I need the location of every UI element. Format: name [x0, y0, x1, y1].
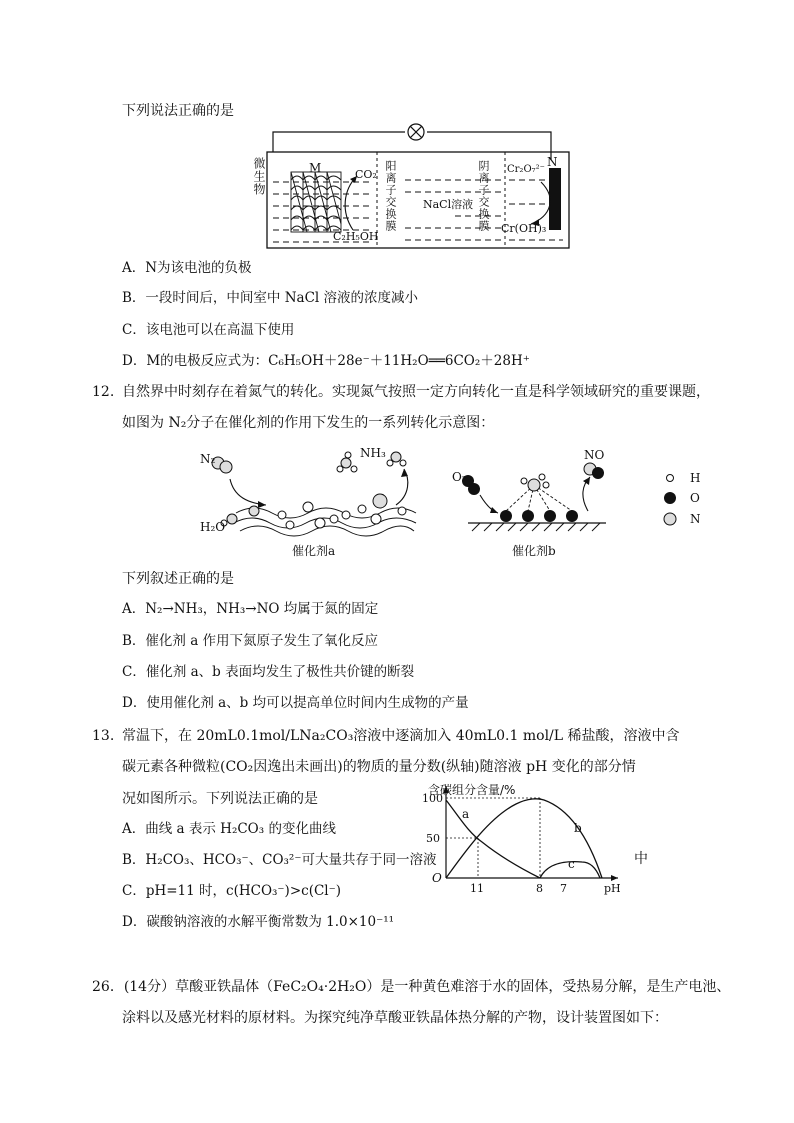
q13-trailing-char: 中	[634, 851, 648, 867]
x-tick-8: 8	[536, 882, 543, 895]
x-tick-7: 7	[560, 882, 567, 895]
chart-ylabel: 含碳组分含量/%	[428, 783, 516, 797]
legend-h: H	[690, 471, 701, 485]
q11-option-d: D．M的电极反应式为：C₆H₅OH＋28e⁻＋11H₂O══6CO₂＋28H⁺	[122, 353, 530, 369]
label-cr2o7: Cr₂O₇²⁻	[507, 164, 545, 175]
y-tick-50: 50	[426, 832, 440, 845]
q13-option-a: A．曲线 a 表示 H₂CO₃ 的变化曲线	[122, 821, 336, 837]
label-microbe: 微生物	[252, 157, 266, 196]
series-label-c: c	[568, 857, 575, 871]
nitrogen-cycle-diagram	[196, 445, 716, 565]
q12-option-a: A．N₂→NH₃，NH₃→NO 均属于氮的固定	[122, 601, 379, 617]
q26-line1: 26．(14分）草酸亚铁晶体（FeC₂O₄·2H₂O）是一种黄色难溶于水的固体，受热易分解，是生产电池、	[92, 979, 731, 995]
series-label-b: b	[574, 821, 582, 835]
q13-line2: 碳元素各种微粒(CO₂因逸出未画出)的物质的量分数(纵轴)随溶液 pH 变化的部分情	[122, 759, 636, 775]
legend-o: O	[690, 491, 700, 505]
q11-option-b: B．一段时间后，中间室中 NaCl 溶液的浓度减小	[122, 290, 419, 306]
q13-option-c: C．pH=11 时，c(HCO₃⁻)>c(Cl⁻)	[122, 883, 342, 899]
label-ethanol: C₂H₅OH	[333, 230, 379, 243]
q12-stem: 下列叙述正确的是	[122, 571, 234, 587]
q12-option-b: B．催化剂 a 作用下氮原子发生了氧化反应	[122, 633, 379, 649]
microbe-electrode	[291, 172, 341, 232]
label-h2o: H₂O	[200, 520, 226, 534]
origin-label: O	[432, 871, 442, 885]
q11-stem: 下列说法正确的是	[122, 103, 234, 119]
chart-xlabel: pH	[604, 882, 621, 895]
label-nacl: NaCl溶液	[423, 198, 474, 211]
series-label-a: a	[462, 807, 470, 821]
carbon-species-chart	[412, 782, 632, 894]
q12-option-d: D．使用催化剂 a、b 均可以提高单位时间内生成物的产量	[122, 695, 469, 711]
q13-line1: 常温下，在 20mL0.1mol/LNa₂CO₃溶液中逐滴加入 40mL0.1 mol/L 稀盐酸，溶液中含	[122, 728, 680, 744]
q13-number: 13.	[92, 728, 115, 744]
label-croh3: Cr(OH)₃	[501, 222, 547, 235]
q13-option-b: B．H₂CO₃、HCO₃⁻、CO₃²⁻可大量共存于同一溶液	[122, 852, 437, 868]
q13-line3: 况如图所示。下列说法正确的是	[122, 791, 318, 807]
q26-line2: 涂料以及感光材料的原材料。为探究纯净草酸亚铁晶体热分解的产物，设计装置图如下：	[122, 1010, 668, 1026]
legend-n: N	[690, 512, 701, 526]
y-tick-100: 100	[422, 792, 443, 805]
lamp-icon	[408, 124, 424, 140]
curve-a	[446, 800, 540, 878]
q12-number: 12.	[92, 384, 115, 400]
label-nh3: NH₃	[360, 446, 386, 460]
label-o2: O₂	[452, 470, 467, 484]
label-n: N	[547, 155, 558, 169]
curve-b	[446, 799, 602, 878]
label-n2: N₂	[200, 452, 216, 466]
q13-option-d: D．碳酸钠溶液的水解平衡常数为 1.0×10⁻¹¹	[122, 914, 395, 930]
x-tick-11: 11	[470, 882, 484, 895]
q11-option-a: A．N为该电池的负极	[122, 260, 252, 276]
label-anion-membrane: 阴离子交换膜	[477, 160, 490, 232]
label-no: NO	[584, 448, 605, 462]
q12-line2: 如图为 N₂分子在催化剂的作用下发生的一系列转化示意图：	[122, 415, 495, 431]
battery-diagram	[245, 120, 585, 255]
q12-option-c: C．催化剂 a、b 表面均发生了极性共价键的断裂	[122, 664, 415, 680]
label-cation-membrane: 阳离子交换膜	[384, 160, 397, 232]
label-co2: CO₂	[355, 168, 377, 181]
q12-line1: 自然界中时刻存在着氮气的转化。实现氮气按照一定方向转化一直是科学领域研究的重要课题，	[122, 384, 710, 400]
q11-option-c: C．该电池可以在高温下使用	[122, 322, 295, 338]
label-m: M	[309, 161, 322, 175]
label-catalyst-a: 催化剂a	[292, 544, 336, 558]
label-catalyst-b: 催化剂b	[512, 544, 556, 558]
